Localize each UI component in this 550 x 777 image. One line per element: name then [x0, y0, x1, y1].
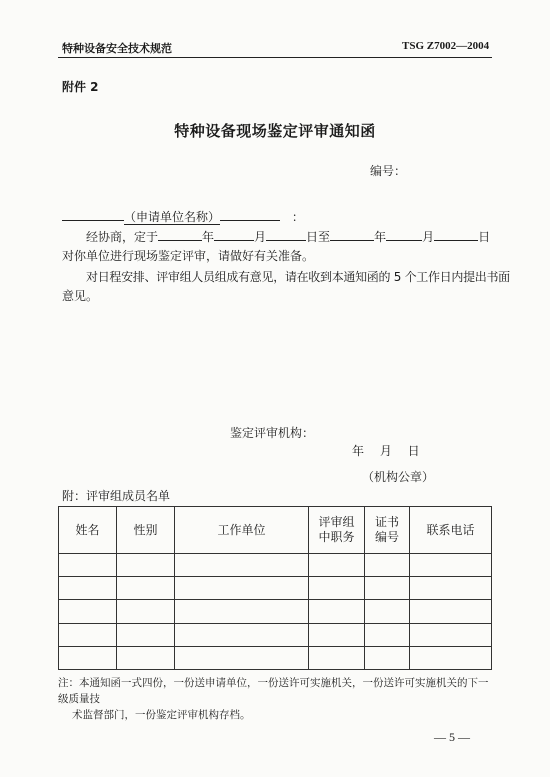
label-day-2: 日	[478, 230, 491, 244]
table-cell	[309, 646, 365, 669]
header-left: 特种设备安全技术规范	[62, 42, 172, 55]
blank-start-month	[214, 228, 254, 241]
col-header-phone: 联系电话	[410, 507, 492, 554]
document-title: 特种设备现场鉴定评审通知函	[174, 122, 376, 140]
table-cell	[117, 646, 175, 669]
member-list-title: 附：评审组成员名单	[62, 489, 171, 503]
table-header-row	[59, 507, 492, 554]
objection-line-2: 意见。	[62, 289, 99, 303]
recipient-label: （申请单位名称）	[124, 210, 221, 224]
label-day-to: 日至	[306, 230, 331, 244]
blank-end-month	[386, 228, 422, 241]
table-cell	[59, 600, 117, 623]
evaluation-org-label: 鉴定评审机构：	[230, 426, 315, 440]
page-number: — 5 —	[434, 730, 470, 744]
label-year-1: 年	[202, 230, 215, 244]
table-cell	[309, 554, 365, 577]
table-cell	[410, 554, 492, 577]
schedule-line	[86, 228, 490, 245]
header-right: TSG Z7002—2004	[402, 40, 490, 52]
table-row	[59, 600, 492, 623]
table-cell	[117, 577, 175, 600]
schedule-intro: 经协商，定于	[86, 230, 159, 244]
member-table	[58, 506, 492, 670]
table-cell	[410, 577, 492, 600]
table-cell	[59, 554, 117, 577]
table-cell	[309, 600, 365, 623]
table-cell	[175, 646, 309, 669]
table-cell	[175, 600, 309, 623]
table-cell	[365, 600, 410, 623]
table-cell	[365, 623, 410, 646]
table-cell	[59, 646, 117, 669]
objection-line-1: 对日程安排、评审组人员组成有意见，请在收到本通知函的 5 个工作日内提出书面	[86, 270, 510, 284]
table-cell	[117, 623, 175, 646]
table-cell	[175, 577, 309, 600]
label-month-2: 月	[422, 230, 435, 244]
table-cell	[175, 554, 309, 577]
attachment-label: 附件 2	[62, 80, 99, 94]
col-header-gender: 性别	[117, 507, 175, 554]
table-cell	[175, 623, 309, 646]
table-cell	[117, 600, 175, 623]
table-cell	[59, 623, 117, 646]
table-cell	[59, 577, 117, 600]
table-row	[59, 646, 492, 669]
blank-end-year	[330, 228, 374, 241]
table-row	[59, 623, 492, 646]
signature-date: 年 月 日	[352, 444, 420, 458]
blank-start-day	[266, 228, 306, 241]
table-row	[59, 577, 492, 600]
label-year-2: 年	[374, 230, 387, 244]
recipient-blank-right	[220, 208, 280, 221]
table-cell	[117, 554, 175, 577]
recipient-colon: ：	[291, 210, 304, 224]
col-header-workplace: 工作单位	[175, 507, 309, 554]
table-cell	[410, 600, 492, 623]
table-cell	[309, 623, 365, 646]
table-cell	[410, 646, 492, 669]
table-row	[59, 554, 492, 577]
footnote-line-1: 注：本通知函一式四份，一份送申请单位，一份送许可实施机关，一份送许可实施机关的下一级质量技	[58, 677, 489, 705]
footnote-line-2: 术监督部门，一份鉴定评审机构存档。	[72, 709, 251, 721]
table-cell	[365, 646, 410, 669]
recipient-line	[62, 208, 304, 225]
recipient-blank-left	[62, 208, 124, 221]
label-month-1: 月	[254, 230, 267, 244]
footnote	[58, 675, 498, 723]
col-header-certificate: 证书 编号	[365, 507, 410, 554]
blank-end-day	[434, 228, 478, 241]
table-cell	[365, 577, 410, 600]
number-label: 编号：	[370, 164, 407, 178]
table-cell	[309, 577, 365, 600]
preparation-line: 对你单位进行现场鉴定评审，请做好有关准备。	[62, 249, 315, 263]
col-header-name: 姓名	[59, 507, 117, 554]
table-cell	[410, 623, 492, 646]
blank-start-year	[158, 228, 202, 241]
col-header-role: 评审组 中职务	[309, 507, 365, 554]
table-cell	[365, 554, 410, 577]
org-seal-label: （机构公章）	[362, 470, 435, 484]
header-rule	[58, 57, 492, 58]
